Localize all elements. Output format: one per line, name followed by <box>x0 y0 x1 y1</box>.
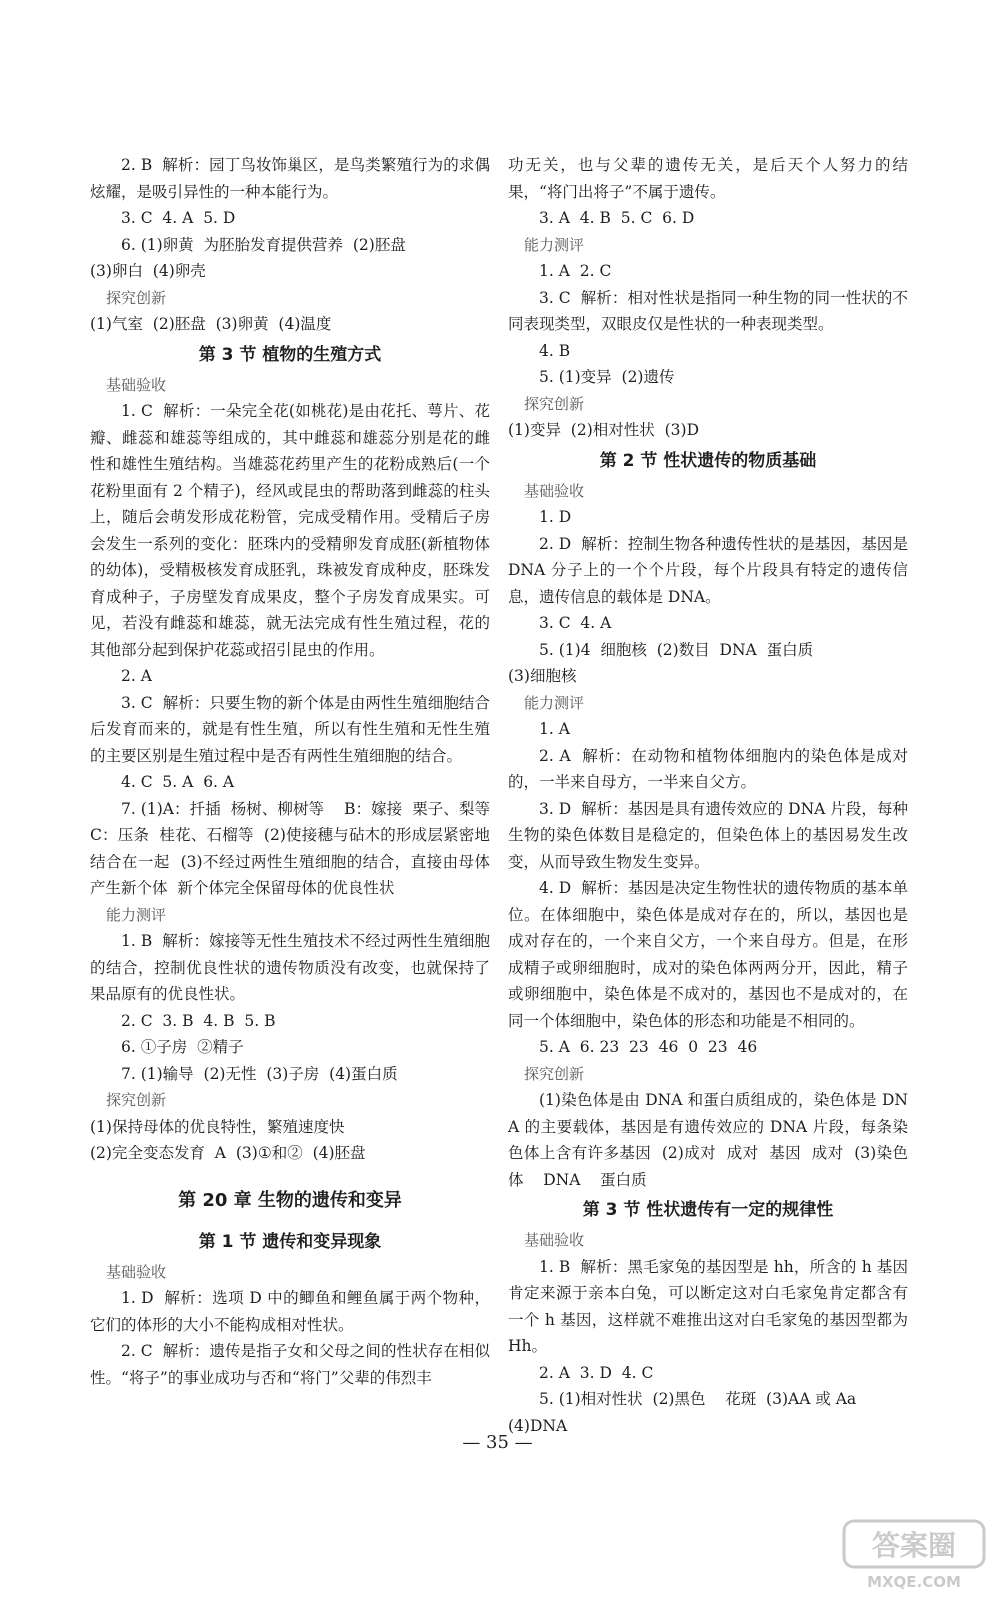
answer-paragraph: 2. D 解析：控制生物各种遗传性状的是基因，基因是 DNA 分子上的一个个片段，每个片段具有特定的遗传信息，遗传信息的载体是 DNA。 <box>508 534 913 606</box>
subsection-label: 探究创新 <box>106 288 167 307</box>
subsection-label: 基础验收 <box>524 1231 585 1249</box>
answer-paragraph: (2)完全变态发育 A (3)①和② (4)胚盘 <box>90 1144 366 1162</box>
answer-paragraph: 5. A 6. 23 23 46 0 23 46 <box>539 1038 758 1056</box>
answer-paragraph: 3. D 解析：基因是具有遗传效应的 DNA 片段，每种生物的染色体数目是稳定的，但染色体上的基因易发生改变，从而导致生物发生变异。 <box>508 799 908 871</box>
answer-paragraph: 7. (1)A：扦插 杨树、柳树等 B：嫁接 栗子、梨等 C：压条 桂花、石榴等 (2)使接穗与砧木的形成层紧密地结合在一起 (3)不经过两性生殖细胞的结合，直接由母体产生新个体 新个体完全保留母体的优良性状 <box>90 799 500 897</box>
answer-paragraph: (1)变异 (2)相对性状 (3)D <box>508 421 700 439</box>
answer-paragraph: 5. (1)变异 (2)遗传 <box>539 368 675 386</box>
answer-paragraph: 2. A <box>121 667 152 685</box>
subsection-label: 能力测评 <box>524 693 585 712</box>
answer-paragraph: 功无关，也与父辈的遗传无关，是后天个人努力的结果，“将门出将子”不属于遗传。 <box>508 156 908 201</box>
answer-paragraph: (1)染色体是由 DNA 和蛋白质组成的，染色体是 DNA 的主要载体，基因是有遗传效应的 DNA 片段，每条染色体上含有许多基因 (2)成对 成对 基因 成对 (3)染色体 DNA 蛋白质 <box>508 1091 908 1189</box>
answer-paragraph: (1)气室 (2)胚盘 (3)卵黄 (4)温度 <box>90 315 332 333</box>
page-number: — 35 — <box>462 1432 533 1453</box>
answer-paragraph: 1. A <box>539 720 570 738</box>
watermark-subtext: MXQE.COM <box>867 1573 961 1591</box>
answer-paragraph: 3. C 解析：只要生物的新个体是由两性生殖细胞结合后发育而来的，就是有性生殖，所以有性生殖和无性生殖的主要区别是生殖过程中是否有两性生殖细胞的结合。 <box>90 693 490 765</box>
answer-paragraph: (1)保持母体的优良特性，繁殖速度快 <box>90 1117 345 1136</box>
answer-paragraph: 6. (1)卵黄 为胚胎发育提供营养 (2)胚盘 <box>121 235 406 254</box>
subsection-label: 探究创新 <box>106 1091 167 1109</box>
answer-paragraph: 4. C 5. A 6. A <box>121 773 235 791</box>
answer-paragraph: 5. (1)相对性状 (2)黑色 花斑 (3)AA 或 Aa <box>539 1390 857 1408</box>
subsection-label: 探究创新 <box>524 1064 585 1083</box>
answer-paragraph: 4. D 解析：基因是决定生物性状的遗传物质的基本单位。在体细胞中，染色体是成对存在的，所以，基因也是成对存在的，一个来自父方，一个来自母方。但是，在形成精子或卵细胞时，成对的染色体两两分开，因此，精子或卵细胞中，染色体是不成对的，基因也不是成对的，在同一个体细胞中，染色体的形态和功能是不相同的。 <box>508 879 908 1030</box>
answer-paragraph: 2. A 解析：在动物和植物体细胞内的染色体是成对的，一半来自母方，一半来自父方。 <box>508 746 908 791</box>
answer-paragraph: 2. B 解析：园丁鸟妆饰巢区，是鸟类繁殖行为的求偶炫耀，是吸引异性的一种本能行为。 <box>90 156 490 201</box>
answer-paragraph: 1. C 解析：一朵完全花(如桃花)是由花托、萼片、花瓣、雌蕊和雄蕊等组成的，其中雌蕊和雄蕊分别是花的雌性和雄性生殖结构。当雄蕊花药里产生的花粉成熟后(一个花粉里面有 2 个精子)，经风或昆虫的帮助落到雌蕊的柱头上，随后会萌发形成花粉管，完成受精作用。受精后子房会发生一系列的变化：胚珠内的受精卵发育成胚(新植物体的幼体)，受精极核发育成胚乳，珠被发育成种皮，胚珠发育成种子，子房壁发育成果皮，整个子房发育成果实。可见，若没有雌蕊和雄蕊，就无法完成有性生殖过程，花的其他部分起到保护花蕊或招引昆虫的作用。 <box>90 402 490 659</box>
section-heading: 第 3 节 植物的生殖方式 <box>198 344 382 365</box>
section-heading: 第 2 节 性状遗传的物质基础 <box>599 450 817 471</box>
answer-paragraph: (4)DNA <box>508 1416 568 1435</box>
answer-paragraph: 3. A 4. B 5. C 6. D <box>539 209 695 227</box>
answer-paragraph: (3)细胞核 <box>508 667 577 685</box>
subsection-label: 能力测评 <box>524 235 585 254</box>
subsection-label: 探究创新 <box>524 394 585 413</box>
section-heading: 第 1 节 遗传和变异现象 <box>198 1231 382 1252</box>
subsection-label: 基础验收 <box>106 375 167 394</box>
answer-paragraph: 1. D <box>539 508 572 526</box>
answer-paragraph: 2. C 解析：遗传是指子女和父母之间的性状存在相似性。“将子”的事业成功与否和“将门”父辈的伟烈丰 <box>90 1342 490 1387</box>
right-column <box>508 152 913 1439</box>
answer-paragraph: 1. A 2. C <box>539 262 612 280</box>
section-heading: 第 3 节 性状遗传有一定的规律性 <box>582 1200 834 1220</box>
answer-paragraph: 3. C 4. A 5. D <box>121 209 236 227</box>
answer-paragraph: 7. (1)输导 (2)无性 (3)子房 (4)蛋白质 <box>121 1064 398 1083</box>
answer-paragraph: 2. A 3. D 4. C <box>539 1363 654 1382</box>
watermark-logo <box>840 1515 990 1595</box>
answer-paragraph: 3. C 解析：相对性状是指同一种生物的同一性状的不同表现类型，双眼皮仅是性状的一种表现类型。 <box>508 288 908 333</box>
watermark-text: 答案圈 <box>871 1529 957 1562</box>
answer-paragraph: 1. B 解析：黑毛家兔的基因型是 hh，所含的 h 基因肯定来源于亲本白兔，可以断定这对白毛家兔肯定都含有一个 h 基因，这样就不难推出这对白毛家兔的基因型都为 Hh。 <box>508 1257 913 1355</box>
chapter-heading: 第 20 章 生物的遗传和变异 <box>178 1189 402 1211</box>
answer-paragraph: 6. ①子房 ②精子 <box>121 1038 244 1056</box>
answer-paragraph: 1. B 解析：嫁接等无性生殖技术不经过两性生殖细胞的结合，控制优良性状的遗传物质没有改变，也就保持了果品原有的优良性状。 <box>90 932 490 1003</box>
subsection-label: 基础验收 <box>524 481 585 500</box>
answer-paragraph: 2. C 3. B 4. B 5. B <box>121 1011 276 1030</box>
subsection-label: 基础验收 <box>106 1262 167 1281</box>
answer-paragraph: 1. D 解析：选项 D 中的鲫鱼和鲤鱼属于两个物种，它们的体形的大小不能构成相对性状。 <box>90 1289 490 1334</box>
left-column <box>90 152 500 1391</box>
answer-paragraph: 4. B <box>539 341 571 360</box>
answer-paragraph: 5. (1)4 细胞核 (2)数目 DNA 蛋白质 <box>539 640 814 659</box>
answer-paragraph: 3. C 4. A <box>539 614 612 632</box>
answer-paragraph: (3)卵白 (4)卵壳 <box>90 262 206 280</box>
subsection-label: 能力测评 <box>106 905 167 924</box>
